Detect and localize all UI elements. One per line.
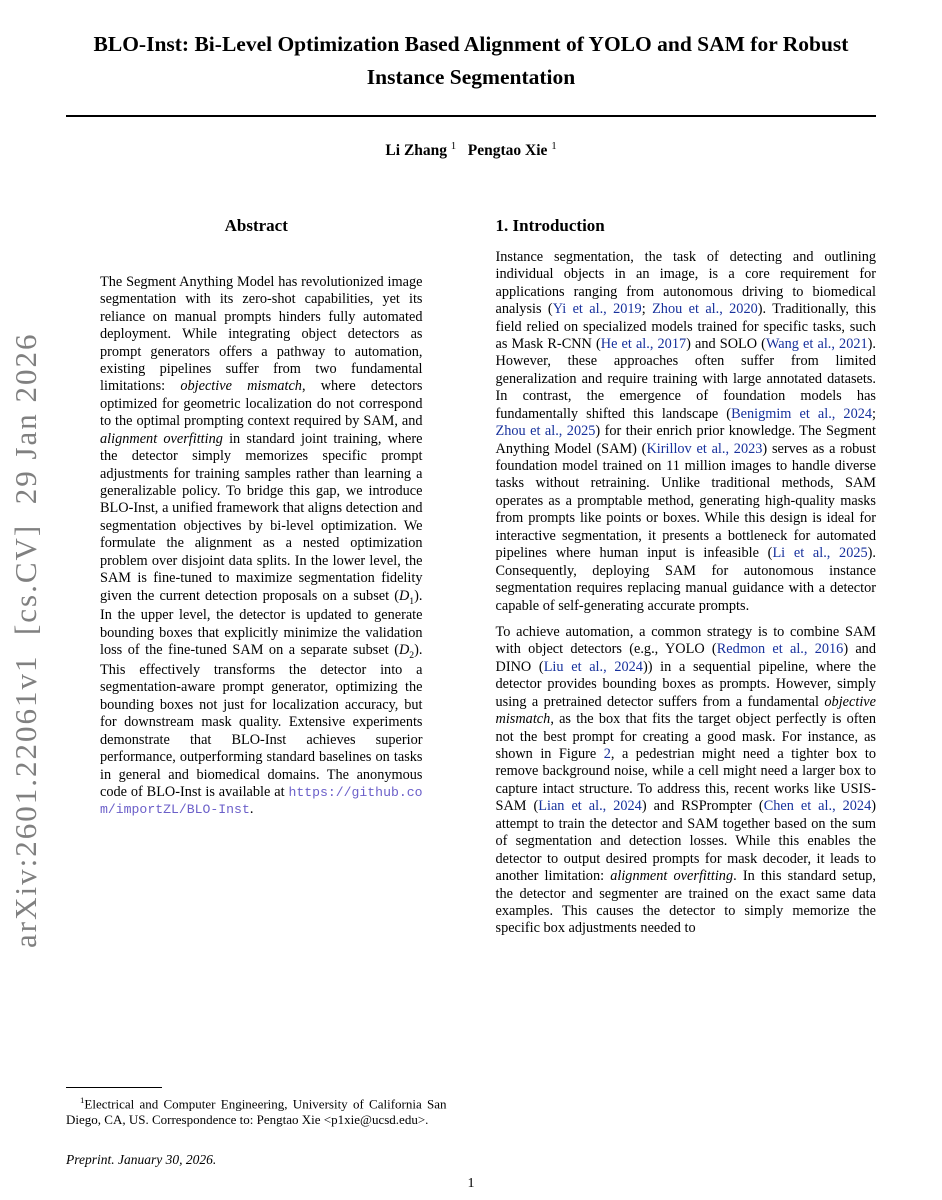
text-segment: 1 <box>409 595 415 607</box>
text-segment: Pengtao Xie <box>456 141 552 159</box>
citation-link[interactable]: 2 <box>603 746 611 763</box>
paper-title: BLO-Inst: Bi-Level Optimization Based Alignment of YOLO and SAM for Robust Instance Segmentation <box>93 32 849 90</box>
page-number: 1 <box>467 1176 475 1191</box>
preprint-note: Preprint. January 30, 2026. <box>66 1151 217 1167</box>
citation-link[interactable]: Chen et al., 2024 <box>763 798 872 815</box>
text-segment: ). In the upper level, the detector is updated to generate bounding boxes that explicitly minimize the validation loss of the fine-tuned SAM on a separate subset ( <box>100 587 423 659</box>
text-segment: ). This effectively transforms the detector into a segmentation-aware prompt generator, optimizing the bounding boxes not just for localization accuracy, but for downstream mask quality. Extensive experiments demonstrate that BLO-Inst achieves superior performance, outperforming standard baselines on tasks in general and biomedical domains. The anonymous code of BLO-Inst is available at <box>100 642 423 800</box>
text-segment: , as the box that fits the target object perfectly is often not the best prompt for creating a good mask. For instance, as shown in Figure <box>495 711 876 763</box>
text-segment: ) for their enrich prior knowledge. The Segment Anything Model (SAM) ( <box>495 423 876 457</box>
text-segment: D <box>398 587 410 604</box>
text-segment: )) in a sequential pipeline, where the detector provides bounding boxes as prompts. However, simply using a pretrained detector suffers from a fundamental <box>495 658 876 710</box>
authors-line <box>0 141 942 160</box>
citation-link[interactable]: Kirillov et al., 2023 <box>646 440 763 457</box>
text-segment: 1 <box>80 1094 85 1105</box>
introduction-paragraph-1 <box>496 249 877 615</box>
text-segment: . In this standard setup, the detector and segmenter are trained on the exact same data examples. This causes the detector to simply memorize the specific box adjustments needed to <box>495 868 876 937</box>
text-segment: Li Zhang <box>385 141 451 159</box>
text-segment: alignment overfitting <box>610 868 734 885</box>
citation-link[interactable]: He et al., 2017 <box>600 335 687 352</box>
text-segment: 2 <box>409 650 415 662</box>
text-segment: ) and RSPrompter ( <box>641 798 764 815</box>
citation-link[interactable]: Wang et al., 2021 <box>765 335 868 352</box>
text-segment: ). However, these approaches often suffer from limited generalization and require training with large annotated datasets. In contrast, the emergence of foundation models has fundamentally shifted this landscape ( <box>495 335 876 422</box>
text-segment: To achieve automation, a common strategy is to combine SAM with object detectors (e.g., YOLO ( <box>495 623 876 658</box>
text-segment: ) attempt to train the detector and SAM together based on the sum of segmentation and detection losses. While this enables the detector to output desired prompts for mask decoder, it leads to another limitation: <box>495 798 876 885</box>
text-segment: , a pedestrian might need a tighter box to remove background noise, while a cell might need a larger box to capture intact structure. To address this, recent works like USIS-SAM ( <box>495 746 876 815</box>
abstract-body <box>66 274 447 819</box>
arxiv-watermark: arXiv:2601.22061v1 [cs.CV] 29 Jan 2026 <box>8 332 43 948</box>
citation-link[interactable]: Liu et al., 2024 <box>543 658 643 675</box>
text-segment: Instance segmentation, the task of detecting and outlining individual objects in an image, is a core requirement for applications ranging from autonomous driving to biomedical analysis ( <box>495 248 876 318</box>
two-column-layout <box>66 216 876 1168</box>
citation-link[interactable]: Li et al., 2025 <box>772 545 868 562</box>
citation-link[interactable]: Yi et al., 2019 <box>552 301 642 318</box>
text-segment: ; <box>872 405 876 422</box>
text-segment: alignment overfitting <box>100 430 223 447</box>
text-segment: objective mismatch <box>495 693 876 728</box>
citation-link[interactable]: Zhou et al., 2020 <box>652 301 758 318</box>
text-segment: ). Consequently, deploying SAM for autonomous instance segmentation requires replacing manual guidance with a detector capable of self-generating accurate prompts. <box>495 545 876 614</box>
citation-link[interactable]: Benigmim et al., 2024 <box>731 405 873 422</box>
text-segment: 1 <box>450 140 457 152</box>
text-segment: in standard joint training, where the detector simply memorizes specific prompt adjustments for training samples rather than learning a generalizable policy. To bridge this gap, we introduce BLO-Inst, a unified framework that aligns detection and segmentation objectives by bi-level optimization. We formulate the alignment as a nested optimization problem over disjoint data splits. In the lower level, the SAM is fine-tuned to maximize segmentation fidelity given the current detection proposals on a subset ( <box>100 430 423 604</box>
title-rule <box>66 115 876 117</box>
footnote-rule <box>66 1087 162 1088</box>
text-segment: ; <box>641 301 653 318</box>
text-segment: The Segment Anything Model has revolutionized image segmentation with its zero-shot capabilities, yet its reliance on manual prompts hinders fully automated deployment. While integrating object detectors as prompt generators offers a pathway to automation, existing pipelines suffer from two fundamental limitations: <box>100 273 423 395</box>
citation-link[interactable]: Lian et al., 2024 <box>538 798 642 815</box>
left-column <box>66 216 447 1168</box>
text-segment: objective mismatch <box>180 378 302 395</box>
right-column <box>496 216 877 1168</box>
text-segment: ) and DINO ( <box>495 641 876 675</box>
text-segment: D <box>398 642 410 659</box>
citation-link[interactable]: Redmon et al., 2016 <box>716 641 844 658</box>
text-segment: Electrical and Computer Engineering, University of California San Diego, CA, US. Correspondence to: Pengtao Xie <p1xie@ucsd.edu>. <box>66 1096 447 1127</box>
footnote-block <box>66 1087 447 1168</box>
text-segment: . <box>249 801 254 818</box>
section-heading-introduction: 1. Introduction <box>495 215 605 235</box>
text-segment: , where detectors optimized for geometric localization do not correspond to the optimal prompting context required by SAM, and <box>100 378 423 430</box>
text-segment: ) and SOLO ( <box>686 335 766 352</box>
text-segment: ). Traditionally, this field relied on specialized models trained for specific tasks, such as Mask R-CNN ( <box>495 301 877 352</box>
text-segment: ) serves as a robust foundation model trained on 11 million images to handle diverse tasks without retraining. Unlike traditional methods, SAM operates as a promptable method, generating high-quality masks from prompts like points or boxes. While this design is ideal for interactive segmentation, it presents a bottleneck for automated pipelines where human input is infeasible ( <box>495 440 876 562</box>
citation-link[interactable]: Zhou et al., 2025 <box>495 423 596 440</box>
affiliation-footnote <box>66 1095 447 1128</box>
abstract-heading: Abstract <box>224 215 288 235</box>
code-link[interactable]: https://github.com/importZL/BLO-Inst <box>100 785 423 818</box>
introduction-paragraph-2 <box>496 624 877 938</box>
text-segment: 1 <box>551 140 557 152</box>
